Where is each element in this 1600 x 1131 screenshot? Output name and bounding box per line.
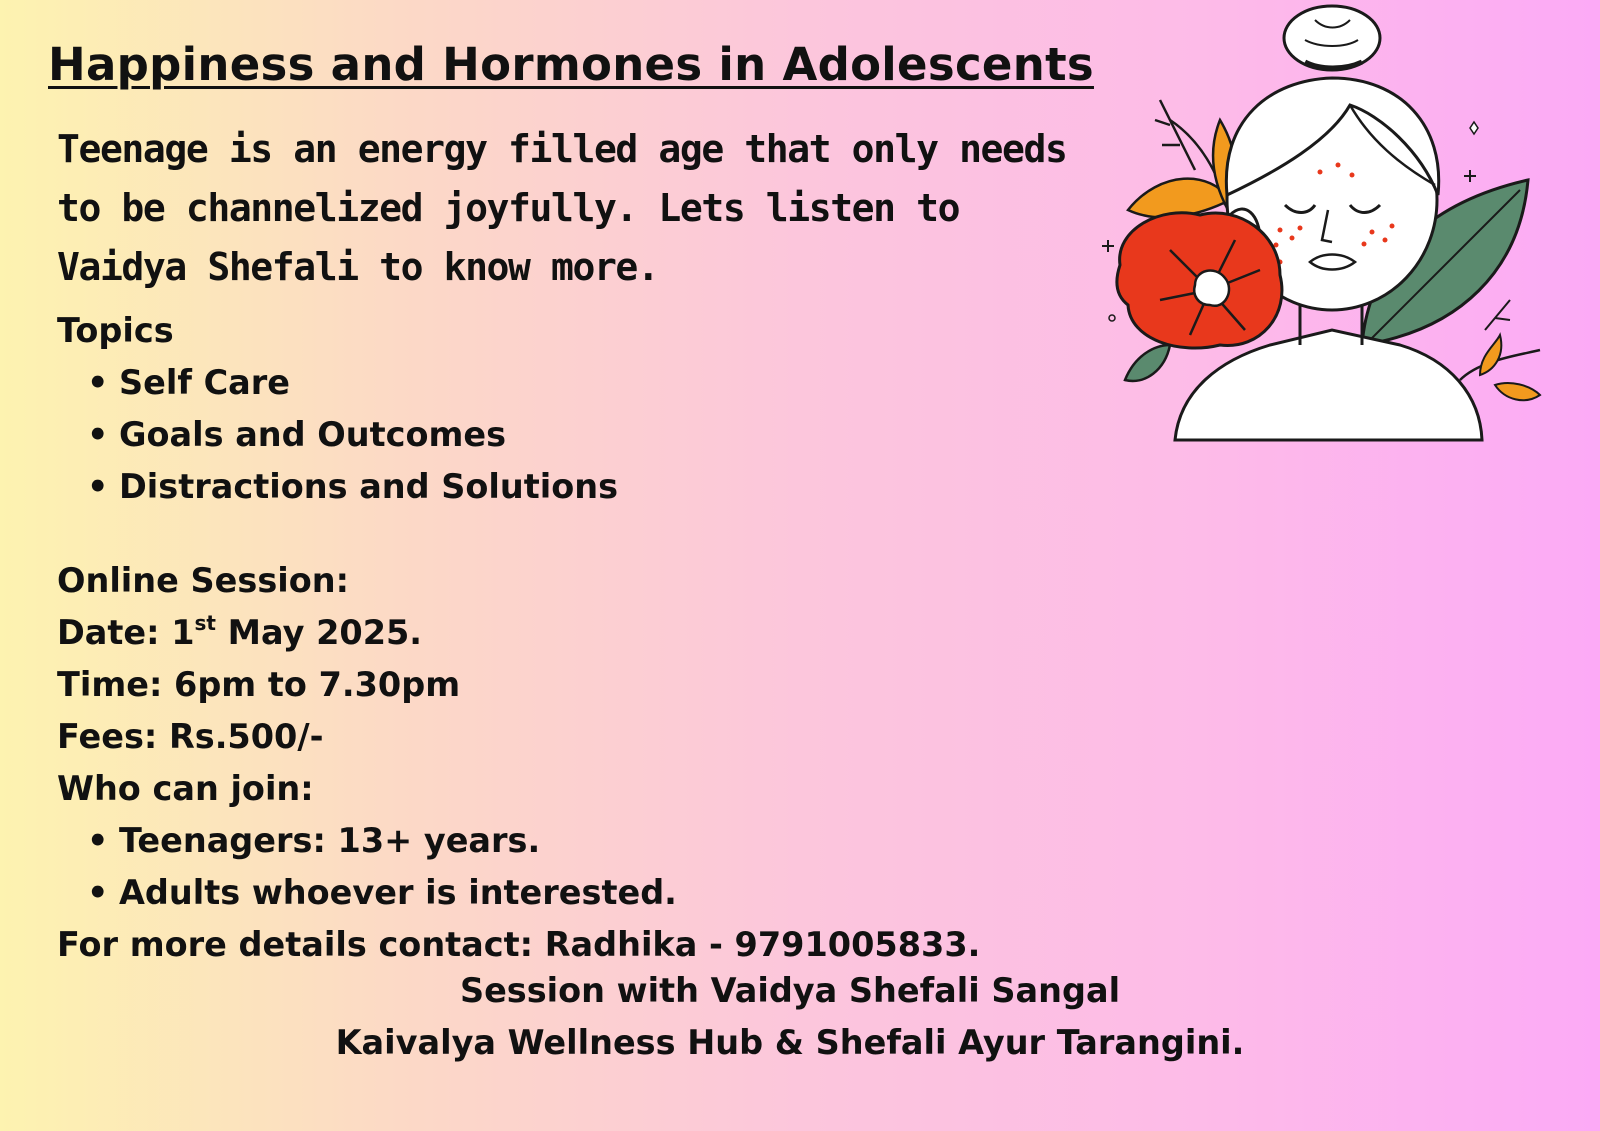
session-date (57, 607, 1097, 659)
intro-paragraph: Teenage is an energy filled age that only needs to be channelized joyfully. Lets listen to Vaidya Shefali to know more. (57, 127, 1067, 289)
list-item (57, 815, 1097, 867)
contact-line: For more details contact: Radhika - 9791005833. (57, 925, 981, 964)
topic-text: Distractions and Solutions (119, 467, 619, 506)
footer-line-organizers: Kaivalya Wellness Hub & Shefali Ayur Tarangini. (335, 1023, 1245, 1062)
topics-heading: Topics (57, 311, 174, 350)
date-ordinal: st (194, 611, 216, 635)
who-heading: Who can join: (57, 769, 314, 808)
audience-text: Adults whoever is interested. (119, 873, 677, 912)
bullet-icon: • (87, 363, 109, 402)
bullet-icon: • (87, 873, 109, 912)
bullet-icon: • (87, 467, 109, 506)
list-item (57, 461, 1097, 513)
date-label: Date: 1 (57, 613, 195, 652)
date-rest: May 2025. (216, 613, 423, 652)
audience-list (57, 815, 1097, 919)
topic-text: Self Care (119, 363, 291, 402)
session-fees: Fees: Rs.500/- (57, 717, 324, 756)
bullet-icon: • (87, 821, 109, 860)
details-section (57, 305, 1097, 971)
list-item (57, 357, 1097, 409)
topic-text: Goals and Outcomes (119, 415, 507, 454)
flyer-title: Happiness and Hormones in Adolescents (48, 38, 1094, 91)
section-spacer (57, 513, 1097, 555)
audience-text: Teenagers: 13+ years. (119, 821, 541, 860)
list-item (57, 867, 1097, 919)
teenage-girl-illustration-icon (1100, 0, 1560, 450)
topics-list (57, 357, 1097, 513)
list-item (57, 409, 1097, 461)
footer-line-presenter: Session with Vaidya Shefali Sangal (459, 971, 1121, 1010)
bullet-icon: • (87, 415, 109, 454)
footer (0, 965, 1580, 1069)
session-heading: Online Session: (57, 561, 349, 600)
session-time: Time: 6pm to 7.30pm (57, 665, 461, 704)
